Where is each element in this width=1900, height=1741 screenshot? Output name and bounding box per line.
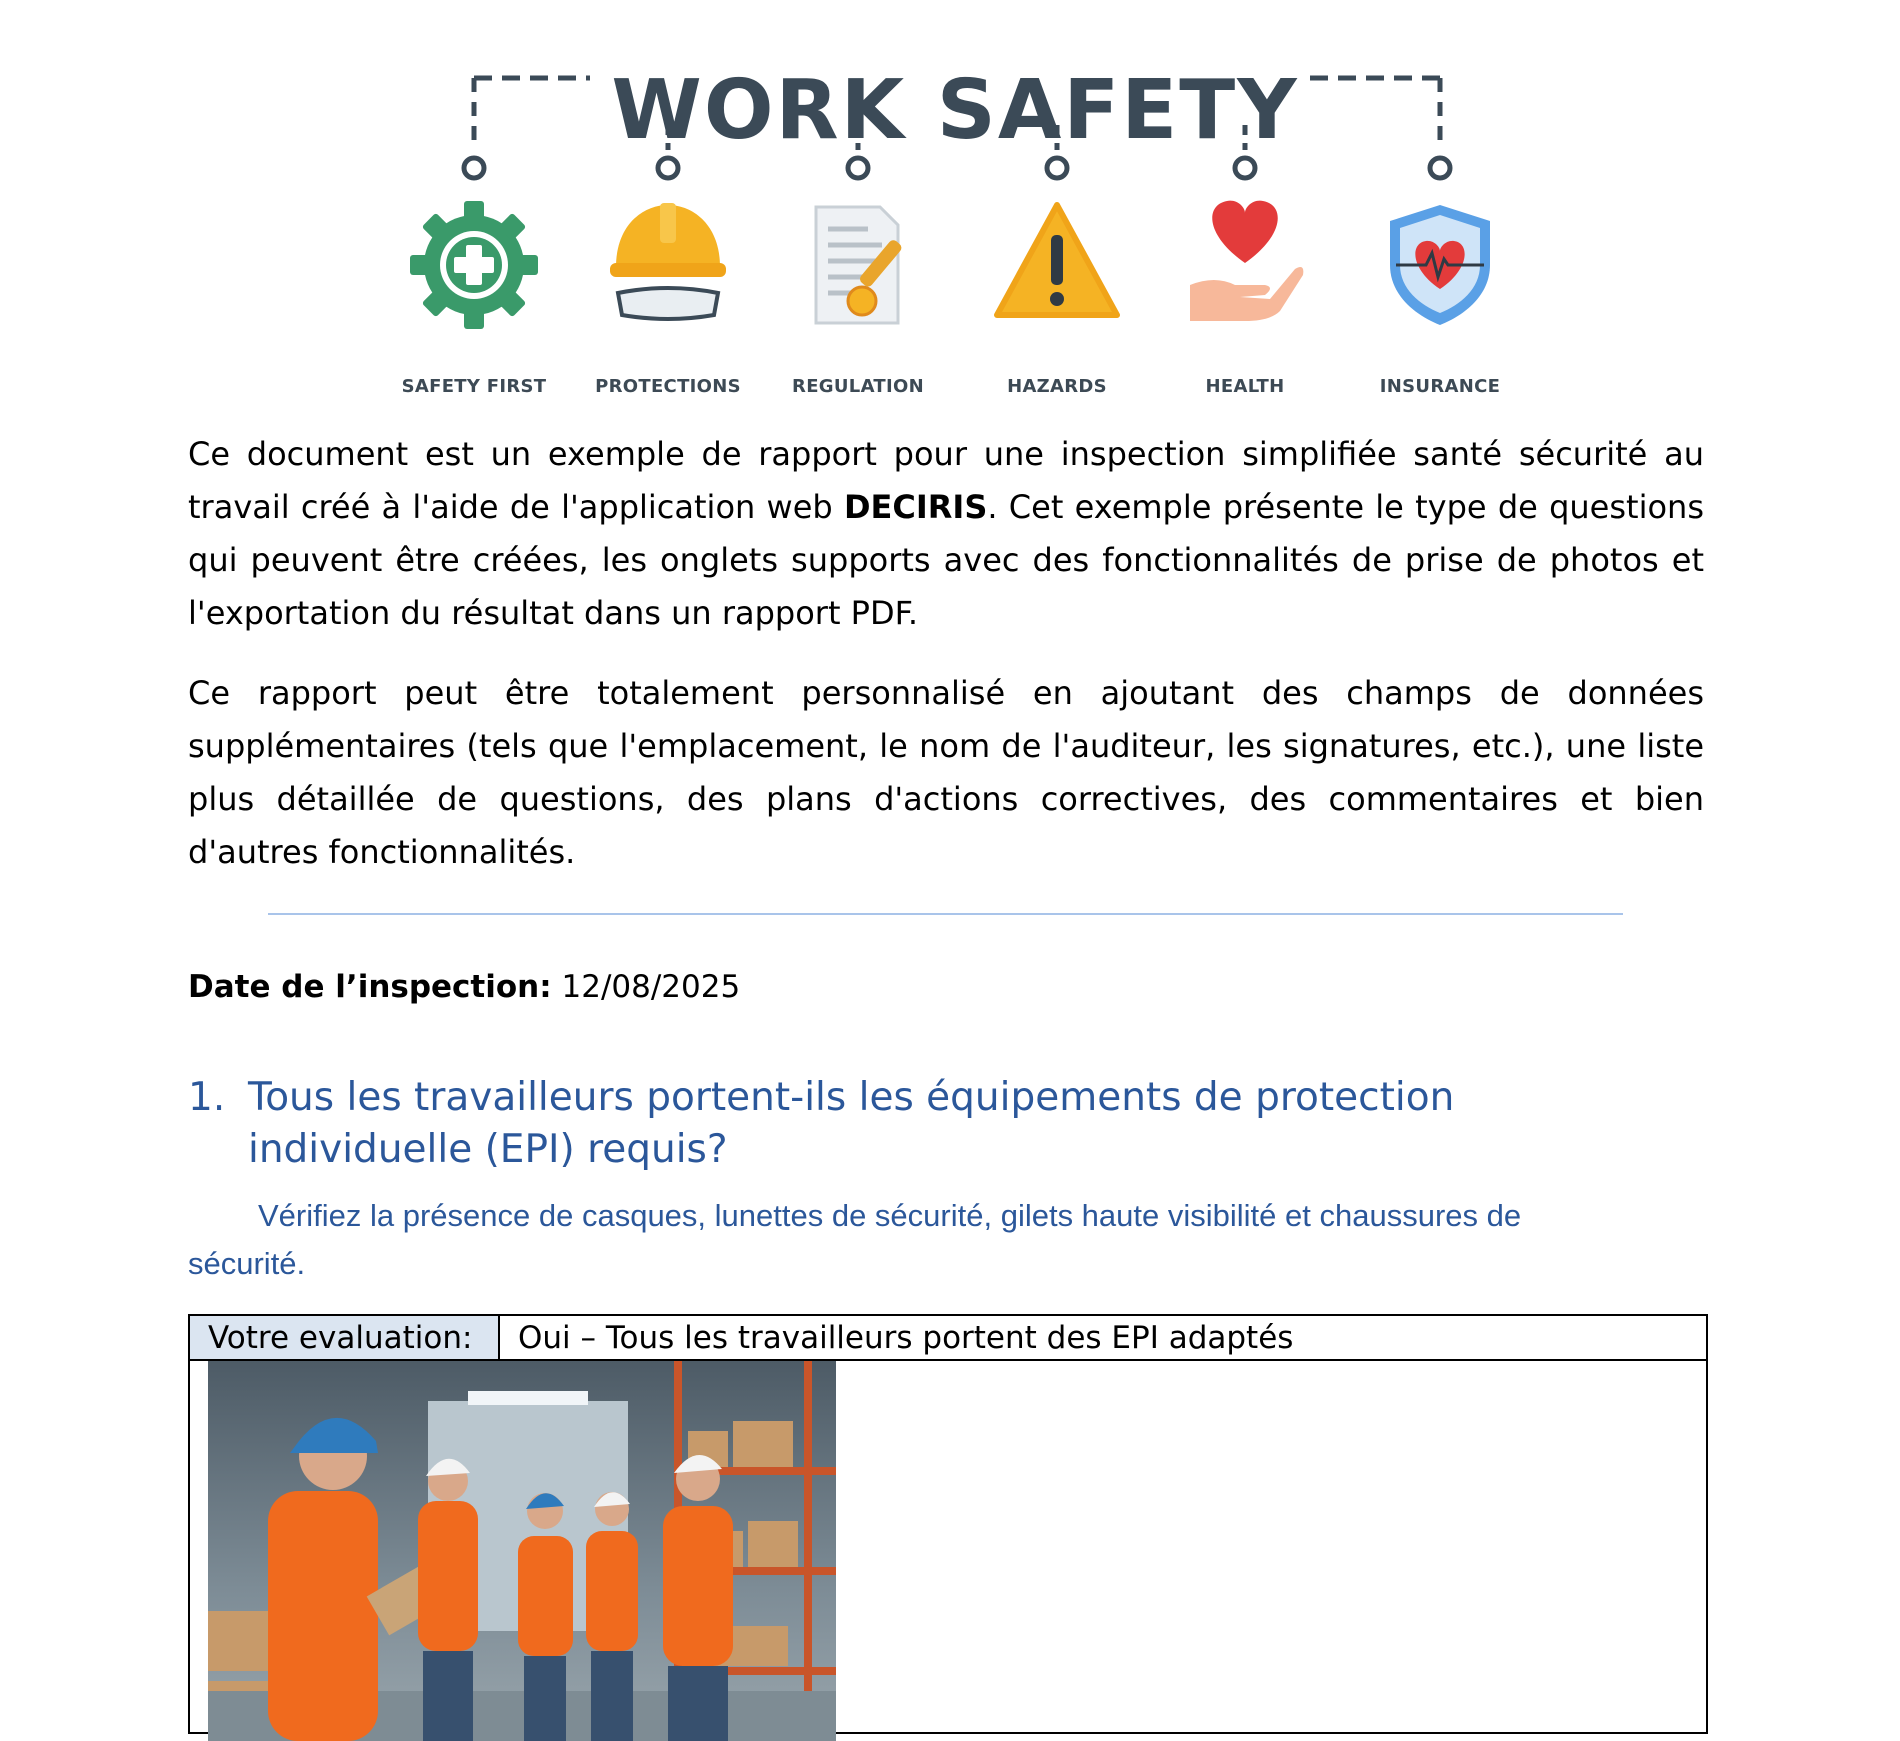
- intro-paragraph-2: Ce rapport peut être totalement personnalisé en ajoutant des champs de données supplémentaires (tels que l'emplacement, le nom de l'auditeur, les signatures, etc.), une liste plus détaillée de questions, des plans d'actions correctives, des commentaires et bien d'autres fonctionnalités.: [188, 674, 1704, 871]
- icon-label-hazards: HAZARDS: [1007, 376, 1107, 397]
- horizontal-divider: [268, 913, 1623, 915]
- question-description: Vérifiez la présence de casques, lunettes de sécurité, gilets haute visibilité et chaussures de sécurité.: [188, 1198, 1522, 1281]
- inspection-date: [188, 967, 740, 1007]
- icon-label-health: HEALTH: [1205, 376, 1285, 397]
- work-safety-banner: [390, 30, 1520, 397]
- evaluation-value: Oui – Tous les travailleurs portent des EPI adaptés: [518, 1320, 1294, 1356]
- evaluation-row: [190, 1316, 1706, 1361]
- question-heading: [188, 1072, 1588, 1176]
- question-number: 1.: [188, 1075, 226, 1120]
- warehouse-workers-photo: [208, 1361, 836, 1741]
- banner-title: WORK SAFETY: [611, 63, 1299, 158]
- intro-paragraph-1: [188, 428, 1704, 640]
- heart-hand-icon: [1190, 201, 1303, 321]
- date-label: Date de l’inspection:: [188, 969, 552, 1005]
- date-value: 12/08/2025: [561, 969, 741, 1005]
- evaluation-table: [188, 1314, 1708, 1734]
- icon-label-protections: PROTECTIONS: [595, 376, 741, 397]
- gear-plus-icon: [410, 201, 538, 329]
- evaluation-label: Votre evaluation:: [190, 1316, 500, 1359]
- document-stamp-icon: [816, 207, 903, 323]
- warning-triangle-icon: [997, 205, 1117, 315]
- intro-text-start: Ce document est un exemple de rapport pour une inspection simplifiée santé sécurité au travail créé à l'aide de l'application web: [188, 435, 1704, 526]
- question-title: Tous les travailleurs portent-ils les équipements de protection individuelle (EPI) requis?: [248, 1075, 1455, 1172]
- app-name: DECIRIS: [843, 488, 988, 526]
- shield-heartbeat-icon: [1390, 205, 1490, 325]
- icon-label-safety-first: SAFETY FIRST: [401, 376, 547, 397]
- icon-label-insurance: INSURANCE: [1379, 376, 1501, 397]
- icon-label-regulation: REGULATION: [792, 376, 924, 397]
- inspection-photo: [208, 1361, 836, 1741]
- hardhat-goggles-icon: [610, 203, 726, 319]
- intro-text-end: . Cet exemple présente le type de questions qui peuvent être créées, les onglets supports avec des fonctionnalités de prise de photos et l'exportation du résultat dans un rapport PDF.: [188, 488, 1705, 632]
